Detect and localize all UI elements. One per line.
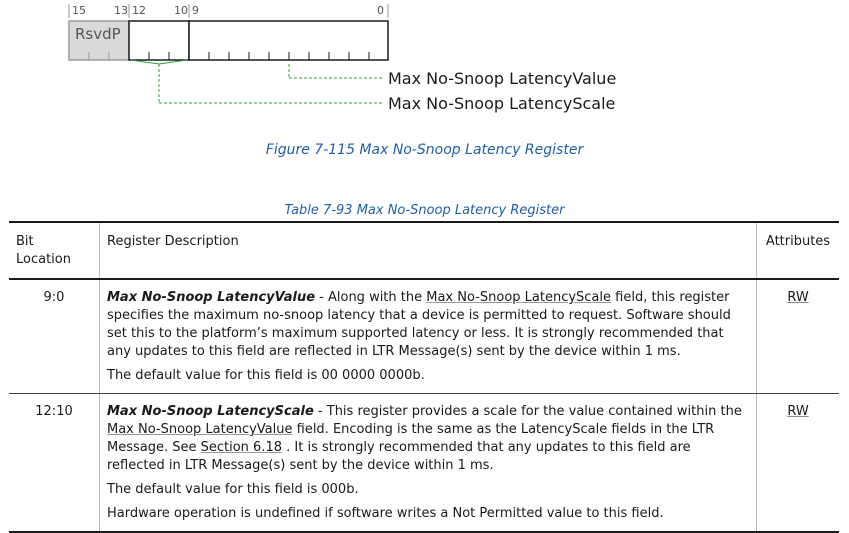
bit-location-cell: 12:10 (9, 394, 100, 533)
description-cell (100, 394, 757, 533)
bit-label-12: 12 (132, 4, 146, 17)
header-register-description: Register Description (100, 222, 757, 279)
rsvdp-label: RsvdP (75, 25, 121, 43)
register-diagram (0, 0, 849, 130)
header-attributes: Attributes (757, 222, 840, 279)
description-paragraph: Max No-Snoop LatencyScale - This register provides a scale for the value contained within the Max No-Snoop LatencyValue field. Encoding is the same as the LatencyScale fields in the LTR Message. See Section 6.18 . It is strongly recommended that any updates to this field are reflected in LTR Message(s) sent by the device within 1 ms. (107, 404, 742, 473)
attribute-link[interactable]: RW (787, 404, 809, 419)
section-cross-reference-link[interactable]: Section 6.18 (200, 440, 283, 455)
latency-scale-field-label: Max No-Snoop LatencyScale (388, 94, 616, 113)
default-value-text: The default value for this field is 00 0000 0000b. (107, 368, 425, 383)
attribute-cell (757, 394, 840, 533)
field-name: Max No-Snoop LatencyValue (107, 290, 316, 305)
description-paragraph: Max No-Snoop LatencyValue - Along with the Max No-Snoop LatencyScale field, this register specifies the maximum no-snoop latency that a device is permitted to request. Software should set this to the platform’s maximum supported latency or less. It is strongly recommended that any updates to this field are reflected in LTR Message(s) sent by the device within 1 ms. (107, 290, 731, 359)
figure-caption: Figure 7-115 Max No-Snoop Latency Register (265, 142, 584, 158)
bit-label-10: 10 (174, 4, 188, 17)
latency-value-field-label: Max No-Snoop LatencyValue (388, 69, 617, 88)
table-row (9, 394, 839, 533)
bit-label-9: 9 (192, 4, 199, 17)
table-caption: Table 7-93 Max No-Snoop Latency Register (284, 203, 565, 218)
bit-location-cell: 9:0 (9, 279, 100, 394)
bit-label-0: 0 (377, 4, 384, 17)
description-cell (100, 279, 757, 394)
table-header-row (9, 222, 839, 279)
table-row (9, 279, 839, 394)
register-table (9, 221, 839, 533)
attribute-cell (757, 279, 840, 394)
hardware-note-text: Hardware operation is undefined if software writes a Not Permitted value to this field. (107, 506, 664, 521)
bit-label-15: 15 (72, 4, 86, 17)
scale-field-box (129, 21, 189, 60)
field-cross-reference-link[interactable]: Max No-Snoop LatencyScale (426, 290, 612, 305)
field-name: Max No-Snoop LatencyScale (107, 404, 314, 419)
header-bit-location: Bit Location (9, 222, 100, 279)
default-value-text: The default value for this field is 000b. (107, 482, 359, 497)
field-cross-reference-link[interactable]: Max No-Snoop LatencyValue (107, 422, 293, 437)
attribute-link[interactable]: RW (787, 290, 809, 305)
bit-label-13: 13 (114, 4, 128, 17)
